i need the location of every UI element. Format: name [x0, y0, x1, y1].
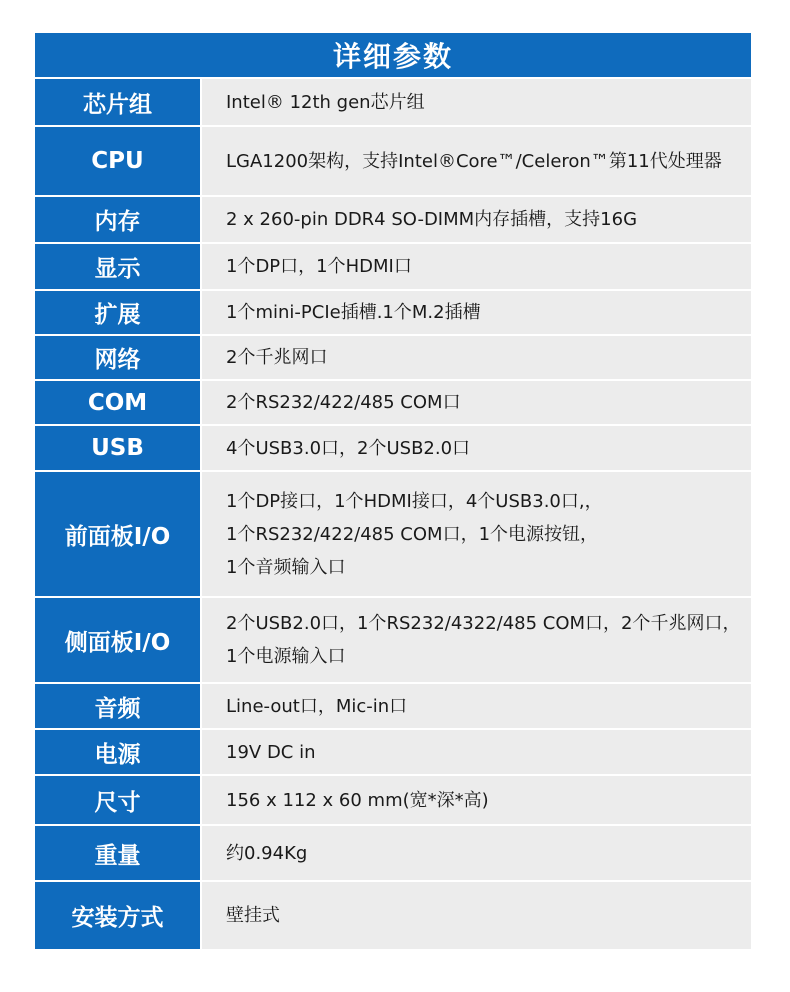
table-row [35, 598, 751, 684]
table-row [35, 197, 751, 244]
table-row [35, 826, 751, 882]
row-value [202, 598, 751, 682]
value-line: 156 x 112 x 60 mm(宽*深*高) [226, 789, 489, 811]
row-value [202, 127, 751, 195]
row-label: 显示 [35, 244, 202, 289]
table-row [35, 684, 751, 730]
row-label: 前面板I/O [35, 472, 202, 596]
table-row [35, 381, 751, 426]
row-value [202, 426, 751, 470]
table-row [35, 730, 751, 776]
value-line: 19V DC in [226, 741, 316, 763]
value-line: 2 x 260-pin DDR4 SO-DIMM内存插槽，支持16G [226, 209, 638, 230]
table-row [35, 127, 751, 197]
row-value [202, 776, 751, 824]
table-row [35, 882, 751, 949]
row-value [202, 336, 751, 379]
table-title: 详细参数 [35, 33, 751, 79]
spec-table [35, 33, 751, 949]
value-line: 1个RS232/422/485 COM口，1个电源按钮， [226, 523, 599, 545]
value-line: 壁挂式 [226, 905, 280, 926]
row-label: 内存 [35, 197, 202, 242]
value-line: 1个DP口，1个HDMI口 [226, 256, 412, 277]
row-label: CPU [35, 127, 202, 195]
table-row [35, 244, 751, 291]
value-line: 1个DP接口，1个HDMI接口，4个USB3.0口,， [226, 490, 603, 512]
row-label: 侧面板I/O [35, 598, 202, 682]
value-line: Intel® 12th gen芯片组 [226, 91, 425, 113]
value-line: 1个mini-PCIe插槽.1个M.2插槽 [226, 302, 481, 323]
row-value [202, 381, 751, 424]
row-value [202, 79, 751, 125]
value-line: 2个USB2.0口，1个RS232/4322/485 COM口，2个千兆网口， [226, 613, 741, 634]
row-label: 电源 [35, 730, 202, 774]
row-label: COM [35, 381, 202, 424]
row-label: 音频 [35, 684, 202, 728]
row-value [202, 197, 751, 242]
table-row [35, 291, 751, 336]
row-value [202, 472, 751, 596]
row-value [202, 291, 751, 334]
table-row [35, 472, 751, 598]
row-value [202, 730, 751, 774]
row-value [202, 882, 751, 949]
value-line: 1个音频输入口 [226, 556, 346, 578]
row-label: 芯片组 [35, 79, 202, 125]
table-row [35, 426, 751, 472]
value-line: 2个RS232/422/485 COM口 [226, 392, 461, 413]
row-value [202, 826, 751, 880]
row-label: 网络 [35, 336, 202, 379]
table-row [35, 79, 751, 127]
value-line: Line-out口，Mic-in口 [226, 695, 408, 717]
row-value [202, 244, 751, 289]
row-label: 扩展 [35, 291, 202, 334]
value-line: 2个千兆网口 [226, 347, 328, 368]
row-label: 安装方式 [35, 882, 202, 949]
value-line: 约0.94Kg [226, 842, 308, 864]
value-line: 1个电源输入口 [226, 646, 346, 667]
row-label: 尺寸 [35, 776, 202, 824]
row-label: 重量 [35, 826, 202, 880]
row-label: USB [35, 426, 202, 470]
table-row [35, 776, 751, 826]
table-row [35, 336, 751, 381]
value-line: 4个USB3.0口，2个USB2.0口 [226, 437, 471, 459]
value-line: LGA1200架构，支持Intel®Core™/Celeron™第11代处理器 [226, 150, 722, 172]
row-value [202, 684, 751, 728]
